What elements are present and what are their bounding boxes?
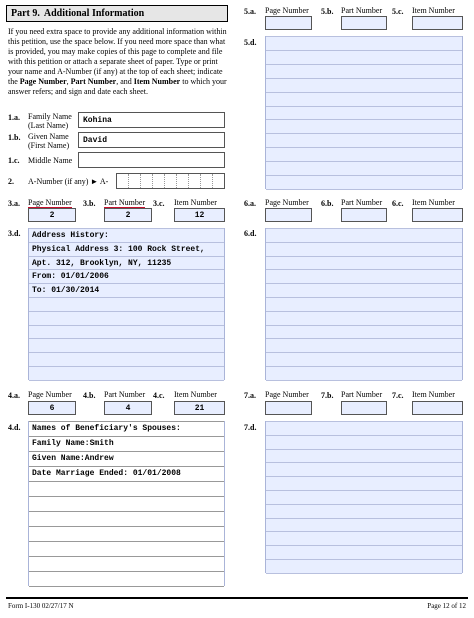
item-5c-item-label: Item Number <box>412 6 455 15</box>
instructions-bold-item: Item Number <box>133 77 181 86</box>
item-3c-number: 3.c. <box>153 199 165 208</box>
item-5b-part-field[interactable] <box>341 16 387 30</box>
ruled-line <box>29 242 224 243</box>
a-number-digit[interactable] <box>165 174 177 188</box>
ruled-line <box>266 311 462 312</box>
ruled-line <box>29 338 224 339</box>
item-4c-item-field[interactable]: 21 <box>174 401 225 415</box>
item-6b-number: 6.b. <box>321 199 334 208</box>
instructions-bold-page: Page Number <box>19 77 67 86</box>
ruled-line <box>266 92 462 93</box>
item-3a-page-label: Page Number <box>28 198 72 207</box>
ruled-line <box>266 78 462 79</box>
item-3d-textarea[interactable] <box>28 228 225 380</box>
ruled-line <box>29 451 224 452</box>
instructions-comma-1: , <box>66 77 71 86</box>
ruled-line <box>266 449 462 450</box>
ruled-line <box>29 436 224 437</box>
textarea-line-text: Family Name:Smith <box>32 439 114 448</box>
textarea-line-text: Given Name:Andrew <box>32 454 114 463</box>
ruled-line <box>266 325 462 326</box>
ruled-line <box>266 50 462 51</box>
item-3c-item-field[interactable]: 12 <box>174 208 225 222</box>
item-6c-item-field[interactable] <box>412 208 463 222</box>
textarea-line-text: Names of Beneficiary's Spouses: <box>32 424 181 433</box>
ruled-line <box>29 496 224 497</box>
a-number-digit[interactable] <box>189 174 201 188</box>
textarea-line-text: Physical Address 3: 100 Rock Street, <box>32 244 205 254</box>
item-3b-part-field[interactable]: 2 <box>104 208 152 222</box>
ruled-line <box>29 297 224 298</box>
ruled-line <box>266 490 462 491</box>
item-4d-textarea[interactable] <box>28 421 225 586</box>
ruled-line <box>29 325 224 326</box>
ruled-line <box>29 421 224 422</box>
textarea-line-text: Apt. 312, Brooklyn, NY, 11235 <box>32 258 172 268</box>
ruled-line <box>29 311 224 312</box>
item-7b-part-label: Part Number <box>341 390 383 399</box>
ruled-line <box>266 435 462 436</box>
a-number-digit[interactable] <box>177 174 189 188</box>
a-number-digit[interactable] <box>129 174 141 188</box>
ruled-line <box>266 338 462 339</box>
ruled-line <box>266 297 462 298</box>
item-6b-part-field[interactable] <box>341 208 387 222</box>
ruled-line <box>266 366 462 367</box>
a-number-label: A-Number (if any) ► A- <box>28 177 109 186</box>
item-7a-page-field[interactable] <box>265 401 312 415</box>
ruled-line <box>29 541 224 542</box>
family-name-label-1: Family Name <box>28 112 72 121</box>
item-5d-textarea[interactable] <box>265 36 463 189</box>
form-id: Form I-130 02/27/17 N <box>8 602 74 610</box>
item-4d-number: 4.d. <box>8 423 21 432</box>
ruled-line <box>266 119 462 120</box>
item-7d-number: 7.d. <box>244 423 257 432</box>
ruled-line <box>266 462 462 463</box>
item-4c-item-label: Item Number <box>174 390 217 399</box>
page-number: Page 12 of 12 <box>427 602 466 610</box>
ruled-line <box>29 366 224 367</box>
item-2-number: 2. <box>8 177 14 186</box>
ruled-line <box>266 352 462 353</box>
ruled-line <box>29 352 224 353</box>
item-4b-part-label: Part Number <box>104 390 146 399</box>
ruled-line <box>29 283 224 284</box>
ruled-line <box>29 228 224 229</box>
instructions-bold-part: Part Number <box>70 77 117 86</box>
item-4b-number: 4.b. <box>83 391 96 400</box>
item-4a-number: 4.a. <box>8 391 20 400</box>
item-6a-page-field[interactable] <box>265 208 312 222</box>
part-title: Additional Information <box>43 8 145 19</box>
ruled-line <box>29 466 224 467</box>
textarea-line-text: To: 01/30/2014 <box>32 286 100 296</box>
item-5c-number: 5.c. <box>392 7 404 16</box>
instructions-text-2: to which your answer refers; and sign and date each sheet. <box>8 77 227 96</box>
item-5a-page-label: Page Number <box>265 6 309 15</box>
item-5b-number: 5.b. <box>321 7 334 16</box>
instructions-text-1: If you need extra space to provide any additional information within this petition, use the space below. If you need more space than what is provided, you may make copies of this page to complete and file with this petition or attach a separate sheet of paper. Type or print your name and A-Number (if any) at the top of each sheet; indicate the <box>8 27 227 86</box>
item-3c-item-label: Item Number <box>174 198 217 207</box>
ruled-line <box>266 242 462 243</box>
ruled-line <box>29 380 224 381</box>
instructions <box>8 27 230 97</box>
item-5a-page-field[interactable] <box>265 16 312 30</box>
item-6b-part-label: Part Number <box>341 198 383 207</box>
ruled-line <box>29 571 224 572</box>
a-number-digit[interactable] <box>213 174 224 188</box>
family-name-field[interactable]: Kohina <box>78 112 225 128</box>
footer-divider <box>6 597 468 599</box>
ruled-line <box>29 526 224 527</box>
item-4a-page-field[interactable]: 6 <box>28 401 76 415</box>
ruled-line <box>266 559 462 560</box>
ruled-line <box>29 269 224 270</box>
given-name-label <box>28 132 69 150</box>
ruled-line <box>266 531 462 532</box>
item-1a-number: 1.a. <box>8 113 20 122</box>
item-3b-number: 3.b. <box>83 199 96 208</box>
item-5c-item-field[interactable] <box>412 16 463 30</box>
ruled-line <box>266 36 462 37</box>
item-7b-part-field[interactable] <box>341 401 387 415</box>
item-5a-number: 5.a. <box>244 7 256 16</box>
ruled-line <box>266 161 462 162</box>
ruled-line <box>266 147 462 148</box>
instructions-comma-2: , and <box>116 77 134 86</box>
ruled-line <box>266 573 462 574</box>
item-1c-number: 1.c. <box>8 156 20 165</box>
a-number-digit[interactable] <box>201 174 213 188</box>
item-6c-number: 6.c. <box>392 199 404 208</box>
part-number: Part 9. <box>11 8 40 19</box>
textarea-line-text: Date Marriage Ended: 01/01/2008 <box>32 469 181 478</box>
ruled-line <box>266 518 462 519</box>
item-3b-part-label: Part Number <box>104 198 146 207</box>
middle-name-label: Middle Name <box>28 156 73 165</box>
part-header <box>6 5 228 22</box>
item-7a-page-label: Page Number <box>265 390 309 399</box>
family-name-label <box>28 112 72 130</box>
ruled-line <box>266 421 462 422</box>
item-6a-number: 6.a. <box>244 199 256 208</box>
ruled-line <box>266 189 462 190</box>
ruled-line <box>266 545 462 546</box>
ruled-line <box>266 228 462 229</box>
given-name-label-1: Given Name <box>28 132 69 141</box>
ruled-line <box>266 380 462 381</box>
item-4a-page-label: Page Number <box>28 390 72 399</box>
a-number-field[interactable] <box>116 173 225 189</box>
item-1b-number: 1.b. <box>8 133 21 142</box>
given-name-label-2: (First Name) <box>28 141 70 150</box>
ruled-line <box>266 256 462 257</box>
ruled-line <box>266 106 462 107</box>
item-3a-page-field[interactable]: 2 <box>28 208 76 222</box>
family-name-label-2: (Last Name) <box>28 121 69 130</box>
ruled-line <box>266 269 462 270</box>
item-7c-item-label: Item Number <box>412 390 455 399</box>
middle-name-field[interactable] <box>78 152 225 168</box>
item-6c-item-label: Item Number <box>412 198 455 207</box>
item-7d-textarea[interactable] <box>265 421 463 573</box>
ruled-line <box>266 283 462 284</box>
item-7a-number: 7.a. <box>244 391 256 400</box>
item-6a-page-label: Page Number <box>265 198 309 207</box>
textarea-line-text: Address History: <box>32 231 109 240</box>
item-4c-number: 4.c. <box>153 391 165 400</box>
item-3a-number: 3.a. <box>8 199 20 208</box>
a-number-digit[interactable] <box>117 174 129 188</box>
a-number-digit[interactable] <box>153 174 165 188</box>
item-3d-number: 3.d. <box>8 229 21 238</box>
ruled-line <box>266 504 462 505</box>
item-5d-number: 5.d. <box>244 38 257 47</box>
ruled-line <box>29 556 224 557</box>
item-6d-textarea[interactable] <box>265 228 463 380</box>
item-7c-number: 7.c. <box>392 391 404 400</box>
ruled-line <box>29 481 224 482</box>
textarea-line-text: From: 01/01/2006 <box>32 272 109 282</box>
given-name-field[interactable]: David <box>78 132 225 148</box>
item-6d-number: 6.d. <box>244 229 257 238</box>
item-7c-item-field[interactable] <box>412 401 463 415</box>
ruled-line <box>29 256 224 257</box>
ruled-line <box>266 175 462 176</box>
item-4b-part-field[interactable]: 4 <box>104 401 152 415</box>
ruled-line <box>266 64 462 65</box>
a-number-digit[interactable] <box>141 174 153 188</box>
ruled-line <box>29 586 224 587</box>
ruled-line <box>266 476 462 477</box>
item-5b-part-label: Part Number <box>341 6 383 15</box>
item-7b-number: 7.b. <box>321 391 334 400</box>
ruled-line <box>266 133 462 134</box>
ruled-line <box>29 511 224 512</box>
